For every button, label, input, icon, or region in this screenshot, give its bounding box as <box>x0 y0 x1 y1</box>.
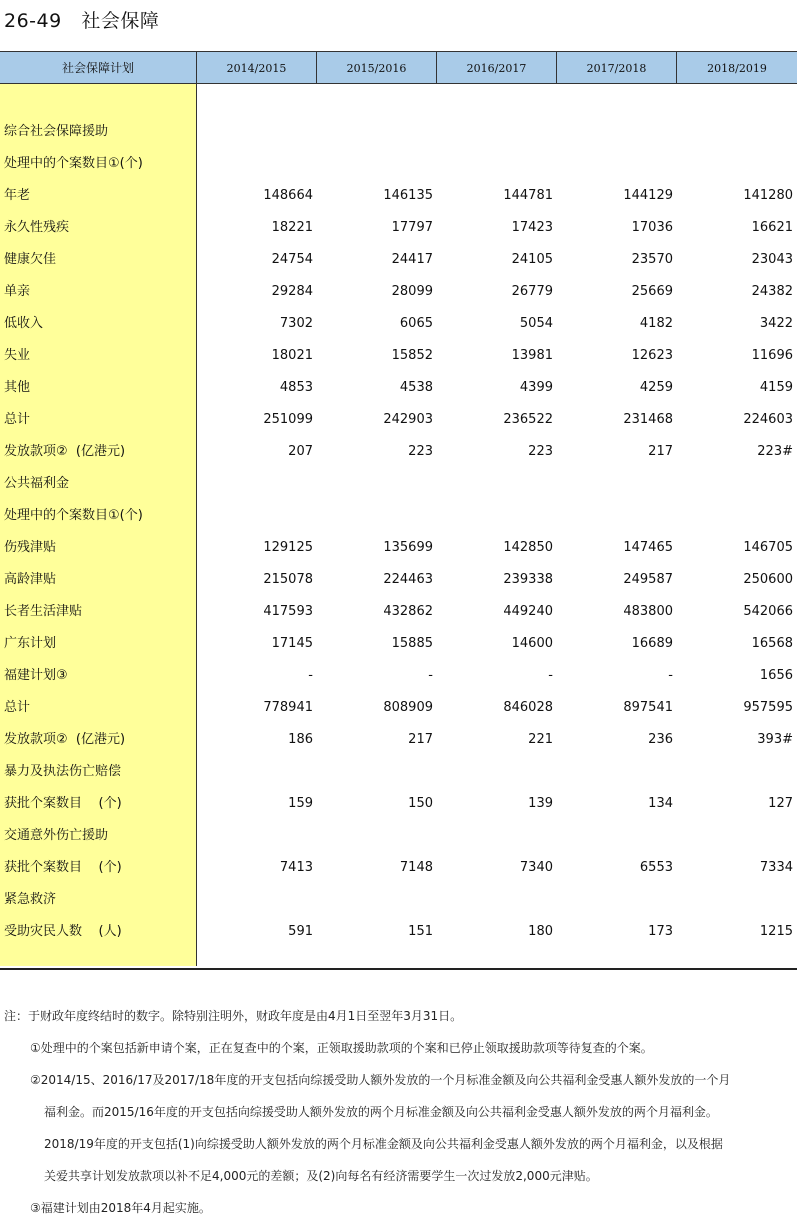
cell-value: 24754 <box>271 252 313 267</box>
cell-value: 24417 <box>391 252 433 267</box>
note-2-line-4: 关爱共享计划发放款项以补不足4,000元的差额；及(2)向每名有经济需要学生一次过发放2,000元津贴。 <box>44 1169 598 1183</box>
row-label: 紧急救济 <box>4 892 57 907</box>
cell-value: 223# <box>757 444 793 459</box>
cell-value: 17145 <box>271 636 313 651</box>
note-2-line-2: 福利金。而2015/16年度的开支包括向综援受助人额外发放的两个月标准金额及向公共福利金受惠人额外发放的两个月福利金。 <box>44 1105 718 1119</box>
table-row <box>0 372 797 404</box>
table-row <box>0 308 797 340</box>
row-label: 获批个案数目 (个) <box>4 796 122 811</box>
cell-value: 7148 <box>399 860 433 875</box>
row-label: 单亲 <box>4 284 31 299</box>
cell-value: - <box>548 668 553 683</box>
row-label: 高龄津贴 <box>4 572 57 587</box>
cell-value: 4399 <box>519 380 553 395</box>
cell-value: 231468 <box>623 412 673 427</box>
cell-value: 236 <box>648 732 673 747</box>
cell-value: 11696 <box>751 348 793 363</box>
cell-value: 16568 <box>751 636 793 651</box>
cell-value: 7413 <box>279 860 313 875</box>
cell-value: 147465 <box>623 540 673 555</box>
cell-value: 180 <box>528 924 553 939</box>
header-year-2016: 2016/2017 <box>437 52 557 83</box>
cell-value: 250600 <box>743 572 793 587</box>
row-label: 处理中的个案数目①(个) <box>4 156 143 171</box>
cell-value: 7340 <box>519 860 553 875</box>
cell-value: 23570 <box>631 252 673 267</box>
cell-value: 148664 <box>263 188 313 203</box>
cell-value: 6065 <box>399 316 433 331</box>
note-2-line-3: 2018/19年度的开支包括(1)向综援受助人额外发放的两个月标准金额及向公共福利金受惠人额外发放的两个月福利金，以及根据 <box>44 1137 723 1151</box>
cell-value: 7302 <box>279 316 313 331</box>
table-row <box>0 84 797 116</box>
table-row <box>0 148 797 180</box>
row-label: 获批个案数目 (个) <box>4 860 122 875</box>
cell-value: 7334 <box>759 860 793 875</box>
cell-value: 135699 <box>383 540 433 555</box>
cell-value: 217 <box>408 732 433 747</box>
cell-value: 24105 <box>511 252 553 267</box>
cell-value: 223 <box>528 444 553 459</box>
cell-value: 4259 <box>639 380 673 395</box>
cell-value: 207 <box>288 444 313 459</box>
cell-value: 542066 <box>743 604 793 619</box>
page-title: 26-49 社会保障 <box>4 10 160 32</box>
cell-value: 17797 <box>391 220 433 235</box>
cell-value: 483800 <box>623 604 673 619</box>
cell-value: 16689 <box>631 636 673 651</box>
table-row <box>0 628 797 660</box>
row-label: 发放款项② (亿港元) <box>4 444 126 459</box>
header-year-2017: 2017/2018 <box>557 52 677 83</box>
row-label: 长者生活津贴 <box>4 604 83 619</box>
cell-value: 151 <box>408 924 433 939</box>
note-general: 注：于财政年度终结时的数字。除特别注明外，财政年度是由4月1日至翌年3月31日。 <box>4 1009 463 1023</box>
table-row <box>0 404 797 436</box>
cell-value: 142850 <box>503 540 553 555</box>
cell-value: 4538 <box>399 380 433 395</box>
table-header-row <box>0 52 797 84</box>
table-row <box>0 244 797 276</box>
cell-value: 221 <box>528 732 553 747</box>
cell-value: 393# <box>757 732 793 747</box>
row-label: 福建计划③ <box>4 668 68 683</box>
table-row <box>0 756 797 788</box>
row-label: 永久性残疾 <box>4 220 70 235</box>
cell-value: 15885 <box>391 636 433 651</box>
cell-value: 236522 <box>503 412 553 427</box>
cell-value: 6553 <box>639 860 673 875</box>
row-label: 年老 <box>4 188 31 203</box>
note-1: ①处理中的个案包括新申请个案，正在复查中的个案，正领取援助款项的个案和已停止领取援助款项等待复查的个案。 <box>30 1041 653 1055</box>
cell-value: 4159 <box>759 380 793 395</box>
cell-value: 26779 <box>511 284 553 299</box>
cell-value: 17423 <box>511 220 553 235</box>
row-label: 广东计划 <box>4 636 57 651</box>
table-row <box>0 276 797 308</box>
cell-value: 18221 <box>271 220 313 235</box>
table-row <box>0 212 797 244</box>
row-label: 受助灾民人数 (人) <box>4 924 122 939</box>
row-label: 综合社会保障援助 <box>4 124 109 139</box>
header-plan-label: 社会保障计划 <box>0 52 197 83</box>
cell-value: 15852 <box>391 348 433 363</box>
cell-value: 144129 <box>623 188 673 203</box>
cell-value: 251099 <box>263 412 313 427</box>
cell-value: 17036 <box>631 220 673 235</box>
row-label: 发放款项② (亿港元) <box>4 732 126 747</box>
row-label: 处理中的个案数目①(个) <box>4 508 143 523</box>
row-label: 其他 <box>4 380 31 395</box>
cell-value: 14600 <box>511 636 553 651</box>
row-label: 低收入 <box>4 316 44 331</box>
cell-value: 217 <box>648 444 673 459</box>
cell-value: 24382 <box>751 284 793 299</box>
cell-value: - <box>428 668 433 683</box>
header-year-2015: 2015/2016 <box>317 52 437 83</box>
cell-value: 897541 <box>623 700 673 715</box>
cell-value: 150 <box>408 796 433 811</box>
table-row <box>0 500 797 532</box>
row-label: 失业 <box>4 348 31 363</box>
cell-value: 127 <box>768 796 793 811</box>
table-row <box>0 852 797 884</box>
cell-value: 146135 <box>383 188 433 203</box>
cell-value: 3422 <box>759 316 793 331</box>
table-row <box>0 468 797 500</box>
row-label: 总计 <box>4 412 31 427</box>
cell-value: 16621 <box>751 220 793 235</box>
table-row <box>0 180 797 212</box>
cell-value: 141280 <box>743 188 793 203</box>
cell-value: 224463 <box>383 572 433 587</box>
row-label: 伤残津贴 <box>4 540 57 555</box>
table-row <box>0 116 797 148</box>
note-2-line-1: ②2014/15、2016/17及2017/18年度的开支包括向综援受助人额外发放的一个月标准金额及向公共福利金受惠人额外发放的一个月 <box>30 1073 731 1087</box>
cell-value: - <box>668 668 673 683</box>
cell-value: 13981 <box>511 348 553 363</box>
table-row <box>0 596 797 628</box>
cell-value: 28099 <box>391 284 433 299</box>
cell-value: 249587 <box>623 572 673 587</box>
cell-value: 808909 <box>383 700 433 715</box>
cell-value: 449240 <box>503 604 553 619</box>
table-row <box>0 436 797 468</box>
header-year-2018: 2018/2019 <box>707 62 767 75</box>
cell-value: 12623 <box>631 348 673 363</box>
cell-value: 417593 <box>263 604 313 619</box>
row-label: 暴力及执法伤亡赔偿 <box>4 764 122 779</box>
cell-value: 778941 <box>263 700 313 715</box>
social-security-table <box>0 51 797 970</box>
cell-value: 4853 <box>279 380 313 395</box>
note-3: ③福建计划由2018年4月起实施。 <box>30 1201 211 1215</box>
cell-value: 1215 <box>759 924 793 939</box>
cell-value: 129125 <box>263 540 313 555</box>
cell-value: 224603 <box>743 412 793 427</box>
cell-value: 242903 <box>383 412 433 427</box>
header-year-2014: 2014/2015 <box>197 52 317 83</box>
cell-value: 173 <box>648 924 673 939</box>
table-row <box>0 532 797 564</box>
cell-value: 957595 <box>743 700 793 715</box>
table-row <box>0 820 797 852</box>
cell-value: 1656 <box>759 668 793 683</box>
cell-value: 239338 <box>503 572 553 587</box>
cell-value: 23043 <box>751 252 793 267</box>
cell-value: 18021 <box>271 348 313 363</box>
table-row <box>0 724 797 756</box>
cell-value: 846028 <box>503 700 553 715</box>
row-label: 健康欠佳 <box>4 252 57 267</box>
cell-value: 144781 <box>503 188 553 203</box>
cell-value: 29284 <box>271 284 313 299</box>
cell-value: 223 <box>408 444 433 459</box>
cell-value: 139 <box>528 796 553 811</box>
table-row <box>0 660 797 692</box>
table-row <box>0 916 797 948</box>
table-row <box>0 884 797 916</box>
row-label: 交通意外伤亡援助 <box>4 828 109 843</box>
cell-value: 134 <box>648 796 673 811</box>
row-label: 总计 <box>4 700 31 715</box>
cell-value: 432862 <box>383 604 433 619</box>
cell-value: 186 <box>288 732 313 747</box>
cell-value: - <box>308 668 313 683</box>
cell-value: 159 <box>288 796 313 811</box>
row-label: 公共福利金 <box>4 476 70 491</box>
table-row <box>0 564 797 596</box>
cell-value: 146705 <box>743 540 793 555</box>
cell-value: 215078 <box>263 572 313 587</box>
cell-value: 591 <box>288 924 313 939</box>
table-row <box>0 340 797 372</box>
table-row <box>0 788 797 820</box>
cell-value: 25669 <box>631 284 673 299</box>
cell-value: 5054 <box>519 316 553 331</box>
table-body <box>0 84 797 948</box>
cell-value: 4182 <box>639 316 673 331</box>
table-row <box>0 692 797 724</box>
